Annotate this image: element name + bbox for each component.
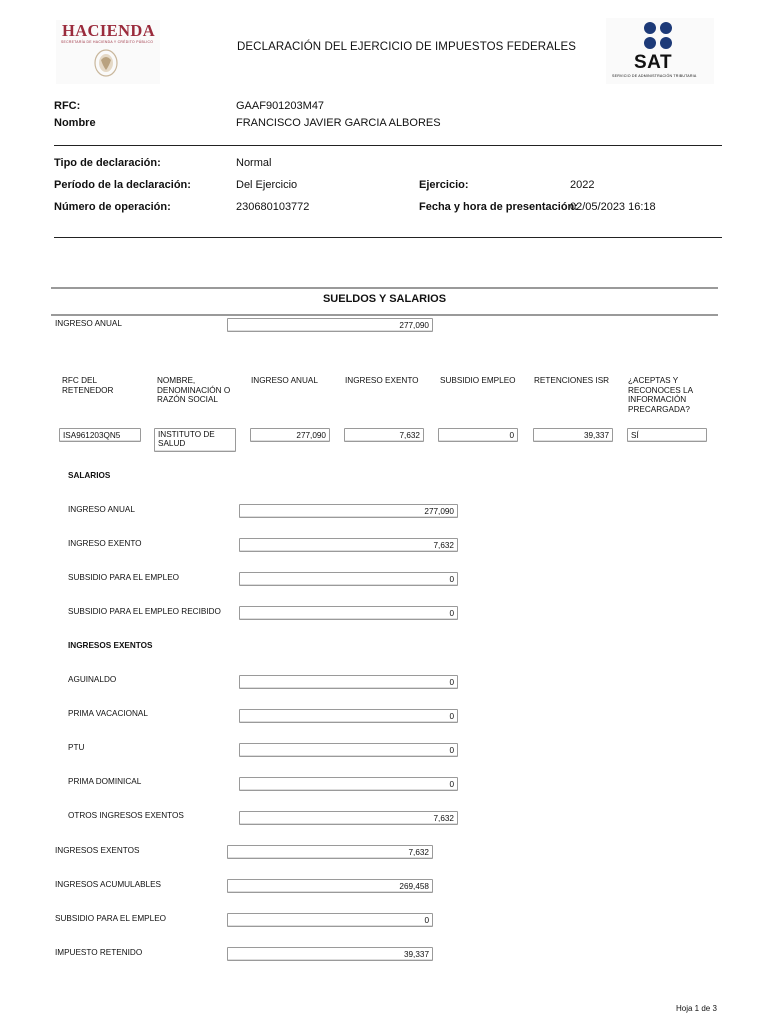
retenedor-acepta-field[interactable]: SÍ bbox=[627, 428, 707, 442]
sat-logo-subtitle: SERVICIO DE ADMINISTRACIÓN TRIBUTARIA bbox=[612, 74, 697, 78]
impuesto-retenido-label: IMPUESTO RETENIDO bbox=[55, 948, 143, 957]
salarios-ingreso-anual-label: INGRESO ANUAL bbox=[68, 505, 135, 514]
name-label: Nombre bbox=[54, 117, 96, 129]
retenedor-ingreso-anual-field[interactable]: 277,090 bbox=[250, 428, 330, 442]
presentation-date-value: 02/05/2023 16:18 bbox=[570, 201, 656, 213]
retenedor-nombre-field[interactable]: INSTITUTO DE SALUD bbox=[154, 428, 236, 452]
prima-dominical-field[interactable]: 0 bbox=[239, 777, 458, 791]
retenedor-subsidio-field[interactable]: 0 bbox=[438, 428, 518, 442]
prima-dominical-label: PRIMA DOMINICAL bbox=[68, 777, 142, 786]
salarios-subsidio-label: SUBSIDIO PARA EL EMPLEO bbox=[68, 573, 180, 582]
declaration-type-value: Normal bbox=[236, 157, 272, 169]
ptu-label: PTU bbox=[68, 743, 85, 752]
eagle-seal-icon bbox=[93, 48, 119, 78]
declaration-type-label: Tipo de declaración: bbox=[54, 157, 161, 169]
salarios-ingreso-exento-label: INGRESO EXENTO bbox=[68, 539, 142, 548]
total-ingresos-exentos-label: INGRESOS EXENTOS bbox=[55, 846, 140, 855]
operation-number-label: Número de operación: bbox=[54, 201, 171, 213]
salarios-heading: SALARIOS bbox=[68, 471, 111, 480]
aguinaldo-label: AGUINALDO bbox=[68, 675, 117, 684]
sat-dots-icon bbox=[642, 21, 674, 51]
salarios-ingreso-anual-field[interactable]: 277,090 bbox=[239, 504, 458, 518]
otros-ingresos-exentos-label: OTROS INGRESOS EXENTOS bbox=[68, 811, 184, 820]
col-header-retenciones: RETENCIONES ISR bbox=[534, 376, 610, 385]
divider bbox=[54, 145, 722, 146]
page-number: Hoja 1 de 3 bbox=[676, 1004, 717, 1013]
hacienda-logo-text: HACIENDA bbox=[62, 21, 156, 40]
col-header-ingreso-anual: INGRESO ANUAL bbox=[251, 376, 318, 385]
retenedor-retenciones-field[interactable]: 39,337 bbox=[533, 428, 613, 442]
impuesto-retenido-field[interactable]: 39,337 bbox=[227, 947, 433, 961]
presentation-date-label: Fecha y hora de presentación: bbox=[419, 201, 578, 213]
period-value: Del Ejercicio bbox=[236, 179, 298, 191]
total-subsidio-field[interactable]: 0 bbox=[227, 913, 433, 927]
col-header-nombre: NOMBRE, DENOMINACIÓN O RAZÓN SOCIAL bbox=[157, 376, 231, 404]
section-title: SUELDOS Y SALARIOS bbox=[322, 293, 447, 305]
salarios-subsidio-recibido-field[interactable]: 0 bbox=[239, 606, 458, 620]
otros-ingresos-exentos-field[interactable]: 7,632 bbox=[239, 811, 458, 825]
name-value: FRANCISCO JAVIER GARCIA ALBORES bbox=[236, 117, 441, 129]
ingresos-acumulables-label: INGRESOS ACUMULABLES bbox=[55, 880, 162, 889]
rfc-value: GAAF901203M47 bbox=[236, 100, 325, 112]
hacienda-logo-subtitle: SECRETARÍA DE HACIENDA Y CRÉDITO PÚBLICO bbox=[61, 40, 154, 44]
ingresos-exentos-heading: INGRESOS EXENTOS bbox=[68, 641, 153, 650]
page-title: DECLARACIÓN DEL EJERCICIO DE IMPUESTOS FEDERALES bbox=[237, 41, 577, 53]
total-subsidio-label: SUBSIDIO PARA EL EMPLEO bbox=[55, 914, 167, 923]
aguinaldo-field[interactable]: 0 bbox=[239, 675, 458, 689]
salarios-subsidio-field[interactable]: 0 bbox=[239, 572, 458, 586]
rfc-label: RFC: bbox=[54, 100, 81, 112]
divider bbox=[54, 237, 722, 238]
col-header-acepta: ¿ACEPTAS Y RECONOCES LA INFORMACIÓN PRECARGADA? bbox=[628, 376, 693, 414]
col-header-rfc: RFC DEL RETENEDOR bbox=[62, 376, 114, 395]
salarios-subsidio-recibido-label: SUBSIDIO PARA EL EMPLEO RECIBIDO bbox=[68, 607, 221, 616]
ingreso-anual-label: INGRESO ANUAL bbox=[55, 319, 122, 328]
year-value: 2022 bbox=[570, 179, 595, 191]
sat-logo-text: SAT bbox=[634, 52, 673, 73]
prima-vacacional-label: PRIMA VACACIONAL bbox=[68, 709, 148, 718]
prima-vacacional-field[interactable]: 0 bbox=[239, 709, 458, 723]
salarios-ingreso-exento-field[interactable]: 7,632 bbox=[239, 538, 458, 552]
retenedor-ingreso-exento-field[interactable]: 7,632 bbox=[344, 428, 424, 442]
period-label: Período de la declaración: bbox=[54, 179, 191, 191]
ingreso-anual-field[interactable]: 277,090 bbox=[227, 318, 433, 332]
ingresos-acumulables-field[interactable]: 269,458 bbox=[227, 879, 433, 893]
retenedor-rfc-field[interactable]: ISA961203QN5 bbox=[59, 428, 141, 442]
col-header-subsidio: SUBSIDIO EMPLEO bbox=[440, 376, 516, 385]
total-ingresos-exentos-field[interactable]: 7,632 bbox=[227, 845, 433, 859]
operation-number-value: 230680103772 bbox=[236, 201, 310, 213]
col-header-ingreso-exento: INGRESO EXENTO bbox=[345, 376, 419, 385]
year-label: Ejercicio: bbox=[419, 179, 469, 191]
ptu-field[interactable]: 0 bbox=[239, 743, 458, 757]
